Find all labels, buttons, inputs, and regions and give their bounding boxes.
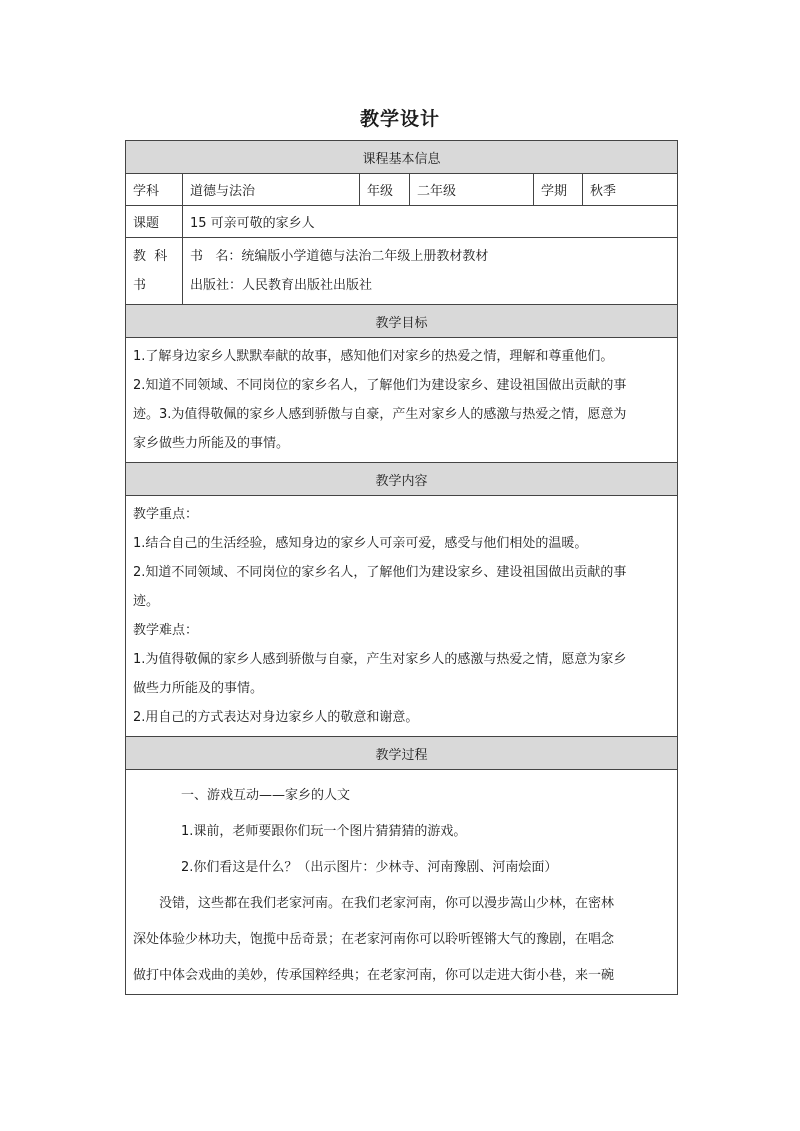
objective-line: 1.了解身边家乡人默默奉献的故事，感知他们对家乡的热爱之情，理解和尊重他们。: [133, 349, 614, 364]
subject-label: 学科: [126, 174, 183, 206]
process-paragraph-line: 没错，这些都在我们老家河南。在我们老家河南，你可以漫步嵩山少林，在密林: [159, 896, 615, 911]
objective-line: 家乡做些力所能及的事情。: [133, 436, 290, 451]
book-name: 书 名：统编版小学道德与法治二年级上册教材教材: [190, 249, 489, 264]
subject-value: 道德与法治: [183, 174, 360, 206]
topic-value: 15 可亲可敬的家乡人: [183, 206, 678, 238]
process-section-title: 一、游戏互动——家乡的人文: [181, 788, 351, 803]
basic-info-row: [126, 174, 678, 206]
content-line: 做些力所能及的事情。: [133, 681, 264, 696]
process-header: 教学过程: [126, 737, 678, 770]
publisher: 出版社：人民教育出版社出版社: [190, 278, 373, 293]
grade-value: 二年级: [410, 174, 534, 206]
content-line: 2.用自己的方式表达对身边家乡人的敬意和谢意。: [133, 710, 419, 725]
topic-row: [126, 206, 678, 238]
document-title: 教学设计: [359, 108, 440, 130]
content-body: [126, 496, 678, 737]
content-line: 教学难点：: [133, 623, 199, 638]
content-line: 1.为值得敬佩的家乡人感到骄傲与自豪，产生对家乡人的感激与热爱之情，愿意为家乡: [133, 652, 627, 667]
lesson-plan-table: [125, 140, 678, 995]
process-step: 2.你们看这是什么？（出示图片：少林寺、河南豫剧、河南烩面）: [181, 860, 558, 875]
term-label: 学期: [534, 174, 583, 206]
objective-line: 迹。3.为值得敬佩的家乡人感到骄傲与自豪，产生对家乡人的感激与热爱之情，愿意为: [133, 407, 627, 422]
content-header: 教学内容: [126, 463, 678, 496]
content-line: 2.知道不同领域、不同岗位的家乡名人，了解他们为建设家乡、建设祖国做出贡献的事: [133, 565, 627, 580]
content-line: 教学重点：: [133, 507, 199, 522]
topic-label: 课题: [126, 206, 183, 238]
process-paragraph-line: 深处体验少林功夫，饱揽中岳奇景；在老家河南你可以聆听铿锵大气的豫剧，在唱念: [133, 932, 615, 947]
process-body: [126, 770, 678, 995]
content-line: 迹。: [133, 594, 160, 609]
objectives-header: 教学目标: [126, 305, 678, 338]
objectives-body: [126, 338, 678, 463]
textbook-value: [183, 238, 678, 305]
grade-label: 年级: [360, 174, 410, 206]
process-step: 1.课前，老师要跟你们玩一个图片猜猜猜的游戏。: [181, 824, 467, 839]
textbook-label-line2: 书: [133, 278, 147, 293]
objective-line: 2.知道不同领域、不同岗位的家乡名人，了解他们为建设家乡、建设祖国做出贡献的事: [133, 378, 627, 393]
textbook-row: [126, 238, 678, 305]
process-paragraph-line: 做打中体会戏曲的美妙，传承国粹经典；在老家河南，你可以走进大街小巷，来一碗: [133, 968, 615, 983]
term-value: 秋季: [583, 174, 678, 206]
content-line: 1.结合自己的生活经验，感知身边的家乡人可亲可爱，感受与他们相处的温暖。: [133, 536, 588, 551]
basic-info-header: 课程基本信息: [126, 141, 678, 174]
textbook-label-line1: 教 科: [133, 249, 168, 264]
textbook-label: [126, 238, 183, 305]
